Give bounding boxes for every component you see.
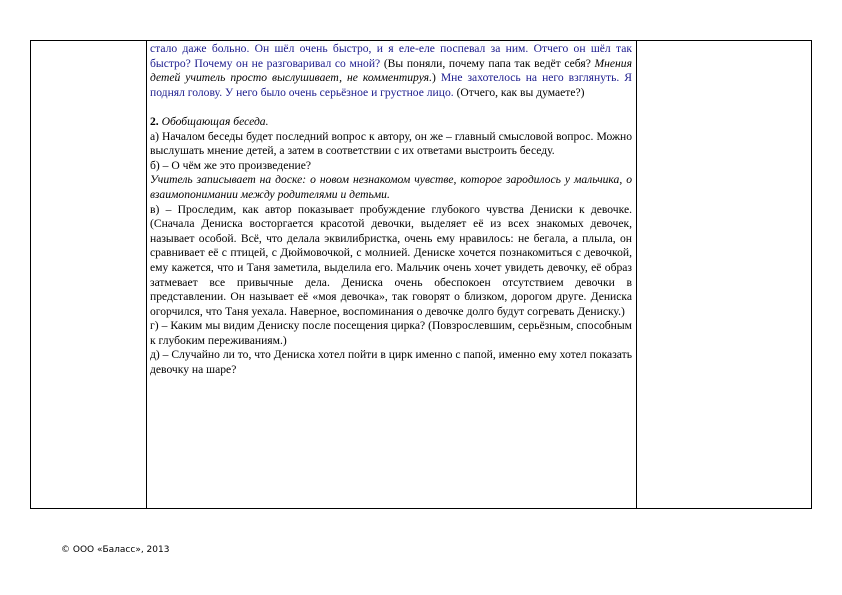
item-a: а) Началом беседы будет последний вопрос к автору, он же – главный смысловой вопрос. Можно выслушать мнение детей, а затем в соответствии с их ответами выстроить беседу.: [150, 129, 632, 158]
teacher-note: Учитель записывает на доске: о новом незнакомом чувстве, которое зародилось у мальчика, о взаимопонимании между родителями и детьми.: [150, 173, 632, 201]
column-divider-left: [146, 41, 147, 508]
lesson-table: [30, 40, 812, 509]
item-g: г) – Каким мы видим Дениску после посещения цирка? (Повзрослевшим, серьёзным, способным к глубоким переживаниям.): [150, 319, 632, 347]
section-heading: 2. Обобщающая беседа.: [150, 114, 269, 128]
item-d: д) – Случайно ли то, что Дениска хотел пойти в цирк именно с папой, именно ему хотел показать девочку на шаре?: [150, 348, 632, 377]
column-divider-right: [636, 41, 637, 508]
lesson-content-cell: [150, 42, 632, 378]
item-v: в) – Проследим, как автор показывает пробуждение глубокого чувства Дениски к девочке. (Сначала Дениска восторгается красотой девочки, выделяет её из всех знакомых девочек, называет особой. Всё, что делала эквилибристка, очень ему нравилось: не бегала, а плыла, он сравнивает её с птицей, с Дюймовочкой, с молнией. Дениске хочется познакомиться с девочкой, ему кажется, что и Таня заметила, выделила его. Мальчик очень хочет увидеть девочку, её образ затмевает все привычные дела. Дениска очень обеспокоен отсутствием девочки в представлении. Он называет её «моя девочка», так говорят о близком, дорогом друге. Дениска огорчился, что Таня уехала. Наверное, воспоминания о девочке долго будут согревать Дениску.): [150, 202, 632, 318]
story-excerpt-paragraph: стало даже больно. Он шёл очень быстро, и я еле-еле поспевал за ним. Отчего он шёл так быстро? Почему он не разговаривал со мной? (Вы поняли, почему папа так ведёт себя? Мнения детей учитель просто выслушивает, не комментируя.) Мне захотелось на него взглянуть. Я поднял голову. У него было очень серьёзное и грустное лицо. (Отчего, как вы думаете?): [150, 42, 632, 99]
copyright-footer: © ООО «Баласс», 2013: [61, 545, 170, 555]
item-b: б) – О чём же это произведение?: [150, 158, 312, 172]
